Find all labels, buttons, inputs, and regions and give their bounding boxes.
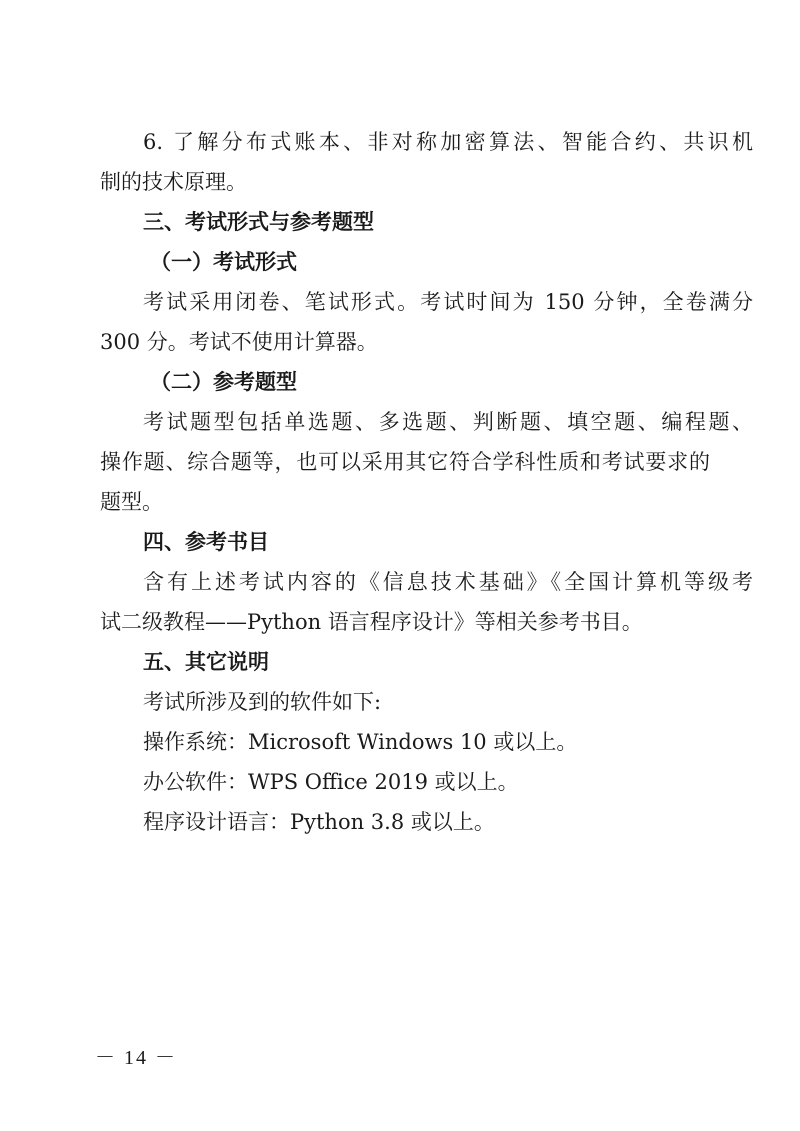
exam-format-line-2: 300 分。考试不使用计算器。 <box>100 330 378 354</box>
question-types-line-3: 题型。 <box>100 490 163 514</box>
reference-books-line-2: 试二级教程——Python 语言程序设计》等相关参考书目。 <box>100 610 643 634</box>
section-5-heading: 五、其它说明 <box>143 650 269 674</box>
subsection-question-types-heading: （二）参考题型 <box>150 369 297 394</box>
software-language: 程序设计语言：Python 3.8 或以上。 <box>143 810 495 834</box>
question-types-line-1: 考试题型包括单选题、多选题、判断题、填空题、编程题、 <box>143 410 753 434</box>
exam-format-line-1: 考试采用闭卷、笔试形式。考试时间为 150 分钟，全卷满分 <box>143 290 753 314</box>
software-os: 操作系统：Microsoft Windows 10 或以上。 <box>143 730 578 754</box>
item-6-line-2: 制的技术原理。 <box>100 170 247 194</box>
section-4-heading: 四、参考书目 <box>143 530 269 554</box>
question-types-line-2: 操作题、综合题等，也可以采用其它符合学科性质和考试要求的 <box>100 450 710 474</box>
software-office: 办公软件：WPS Office 2019 或以上。 <box>143 770 519 794</box>
reference-books-line-1: 含有上述考试内容的《信息技术基础》《全国计算机等级考 <box>143 570 753 594</box>
software-intro: 考试所涉及到的软件如下: <box>143 690 382 714</box>
item-6-line-1: 6. 了解分布式账本、非对称加密算法、智能合约、共识机 <box>143 130 753 154</box>
section-3-heading: 三、考试形式与参考题型 <box>143 210 374 234</box>
subsection-exam-format-heading: （一）考试形式 <box>150 249 297 274</box>
page-number: － 14 － <box>95 1047 177 1069</box>
